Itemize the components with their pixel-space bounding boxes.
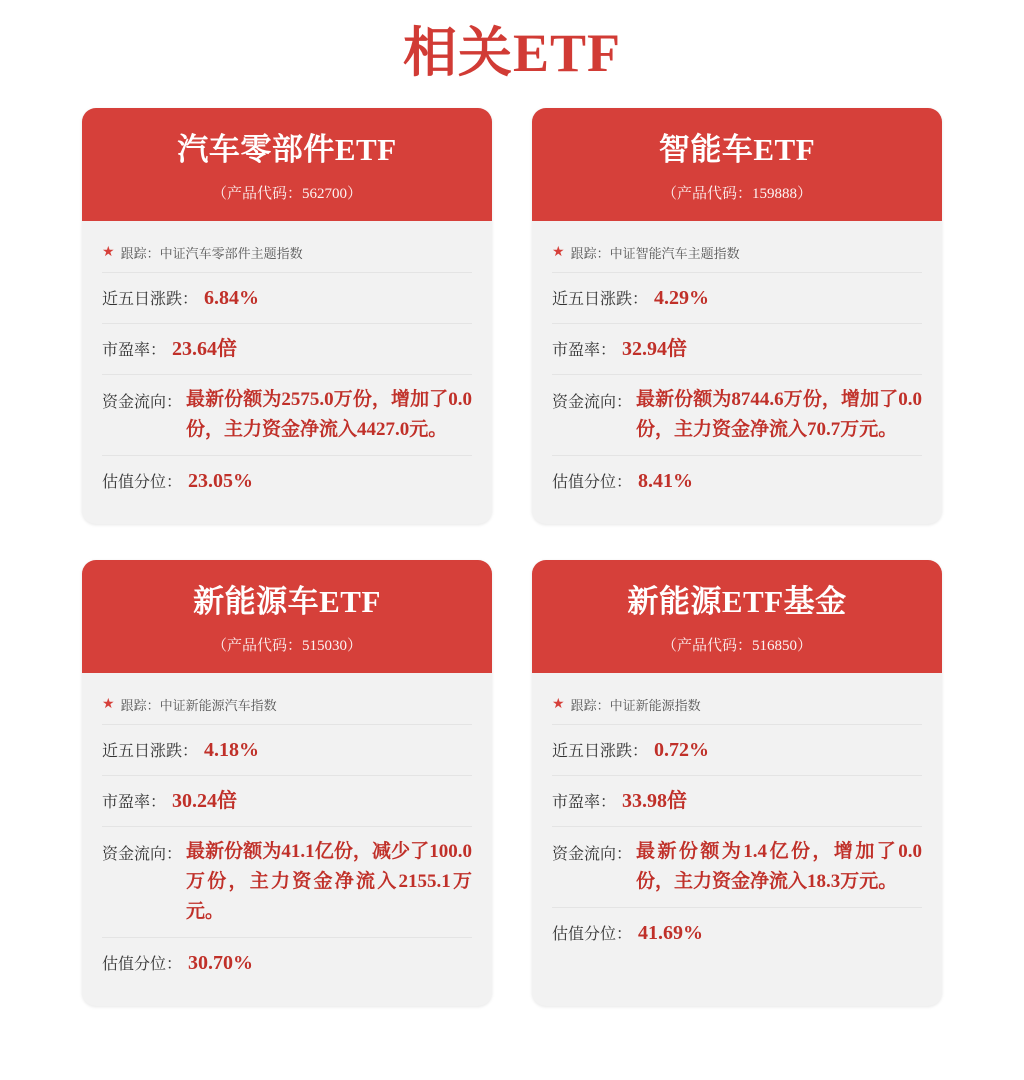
etf-five-day-label: 近五日涨跌： [102, 743, 199, 760]
etf-pe-row [552, 323, 922, 374]
etf-flow-value: 最新份额为2575.0万份，增加了0.0份，主力资金净流入4427.0元。 [186, 389, 472, 440]
etf-five-day-label: 近五日涨跌： [102, 291, 199, 308]
etf-card[interactable] [532, 560, 942, 1006]
etf-code-value: 515030 [302, 638, 347, 654]
etf-pe-row [102, 775, 472, 826]
etf-code-suffix: ） [347, 186, 363, 202]
etf-flow-value: 最新份额为8744.6万份，增加了0.0份，主力资金净流入70.7万元。 [636, 389, 922, 440]
star-icon: ★ [102, 244, 115, 260]
etf-track-label: 跟踪： [120, 246, 160, 261]
etf-valuation-label: 估值分位： [102, 956, 183, 973]
etf-pe-row [102, 323, 472, 374]
etf-card-header [82, 108, 492, 221]
etf-card[interactable] [532, 108, 942, 524]
etf-code-prefix: （产品代码： [661, 638, 752, 654]
etf-code [542, 634, 932, 655]
etf-five-day-value: 4.18% [204, 739, 260, 761]
etf-flow-row [102, 826, 472, 937]
etf-flow-label: 资金流向： [552, 846, 633, 863]
etf-code-suffix: ） [797, 638, 813, 654]
etf-card-body [82, 673, 492, 1006]
etf-pe-label: 市盈率： [102, 794, 167, 811]
etf-track-value: 中证新能源汽车指数 [159, 698, 277, 713]
etf-card-header [532, 108, 942, 221]
etf-valuation-row [552, 455, 922, 506]
etf-pe-value: 32.94倍 [622, 338, 688, 360]
etf-five-day-row [552, 272, 922, 323]
etf-track-value: 中证汽车零部件主题指数 [159, 246, 303, 261]
etf-code-value: 516850 [752, 638, 797, 654]
etf-card-header [532, 560, 942, 673]
etf-code-value: 562700 [302, 186, 347, 202]
etf-valuation-value: 23.05% [188, 470, 254, 492]
etf-pe-value: 33.98倍 [622, 790, 688, 812]
etf-track-value: 中证智能汽车主题指数 [609, 246, 740, 261]
star-icon: ★ [552, 696, 565, 712]
etf-valuation-row [102, 455, 472, 506]
etf-flow-label: 资金流向： [102, 846, 183, 863]
etf-track-row [552, 685, 922, 724]
etf-track-value: 中证新能源指数 [609, 698, 701, 713]
etf-card[interactable] [82, 108, 492, 524]
etf-code-suffix: ） [347, 638, 363, 654]
etf-valuation-row [102, 937, 472, 988]
etf-code-value: 159888 [752, 186, 797, 202]
etf-name: 新能源车ETF [193, 584, 381, 619]
etf-track-row [552, 233, 922, 272]
etf-card-body [82, 221, 492, 524]
etf-five-day-row [102, 272, 472, 323]
etf-code [92, 182, 482, 203]
etf-code [542, 182, 932, 203]
etf-pe-label: 市盈率： [552, 342, 617, 359]
etf-five-day-value: 4.29% [654, 287, 710, 309]
etf-track-label: 跟踪： [570, 246, 610, 261]
etf-five-day-value: 6.84% [204, 287, 260, 309]
etf-code [92, 634, 482, 655]
etf-name: 智能车ETF [658, 132, 816, 167]
etf-flow-label: 资金流向： [102, 394, 183, 411]
etf-five-day-label: 近五日涨跌： [552, 291, 649, 308]
etf-pe-value: 23.64倍 [172, 338, 238, 360]
etf-pe-row [552, 775, 922, 826]
etf-valuation-value: 8.41% [638, 470, 694, 492]
star-icon: ★ [552, 244, 565, 260]
page-title: 相关ETF [402, 23, 622, 83]
etf-card-header [82, 560, 492, 673]
etf-card-body [532, 673, 942, 976]
etf-name: 新能源ETF基金 [627, 584, 847, 619]
star-icon: ★ [102, 696, 115, 712]
etf-flow-row [102, 374, 472, 455]
etf-flow-value: 最新份额为1.4亿份，增加了0.0份，主力资金净流入18.3万元。 [636, 841, 922, 892]
etf-five-day-label: 近五日涨跌： [552, 743, 649, 760]
etf-five-day-row [102, 724, 472, 775]
etf-code-prefix: （产品代码： [211, 186, 302, 202]
etf-valuation-label: 估值分位： [102, 474, 183, 491]
etf-card[interactable] [82, 560, 492, 1006]
etf-five-day-value: 0.72% [654, 739, 710, 761]
etf-flow-label: 资金流向： [552, 394, 633, 411]
etf-code-suffix: ） [797, 186, 813, 202]
etf-code-prefix: （产品代码： [661, 186, 752, 202]
etf-pe-value: 30.24倍 [172, 790, 238, 812]
etf-valuation-label: 估值分位： [552, 474, 633, 491]
etf-valuation-value: 30.70% [188, 952, 254, 974]
etf-name: 汽车零部件ETF [177, 132, 397, 167]
etf-valuation-row [552, 907, 922, 958]
etf-card-grid [82, 108, 942, 1006]
etf-pe-label: 市盈率： [102, 342, 167, 359]
etf-card-body [532, 221, 942, 524]
etf-valuation-value: 41.69% [638, 922, 704, 944]
etf-flow-row [552, 374, 922, 455]
etf-flow-value: 最新份额为41.1亿份，减少了100.0万份，主力资金净流入2155.1万元。 [186, 841, 472, 922]
etf-pe-label: 市盈率： [552, 794, 617, 811]
etf-track-row [102, 685, 472, 724]
etf-five-day-row [552, 724, 922, 775]
etf-valuation-label: 估值分位： [552, 926, 633, 943]
etf-code-prefix: （产品代码： [211, 638, 302, 654]
etf-track-row [102, 233, 472, 272]
etf-track-label: 跟踪： [120, 698, 160, 713]
etf-track-label: 跟踪： [570, 698, 610, 713]
etf-flow-row [552, 826, 922, 907]
